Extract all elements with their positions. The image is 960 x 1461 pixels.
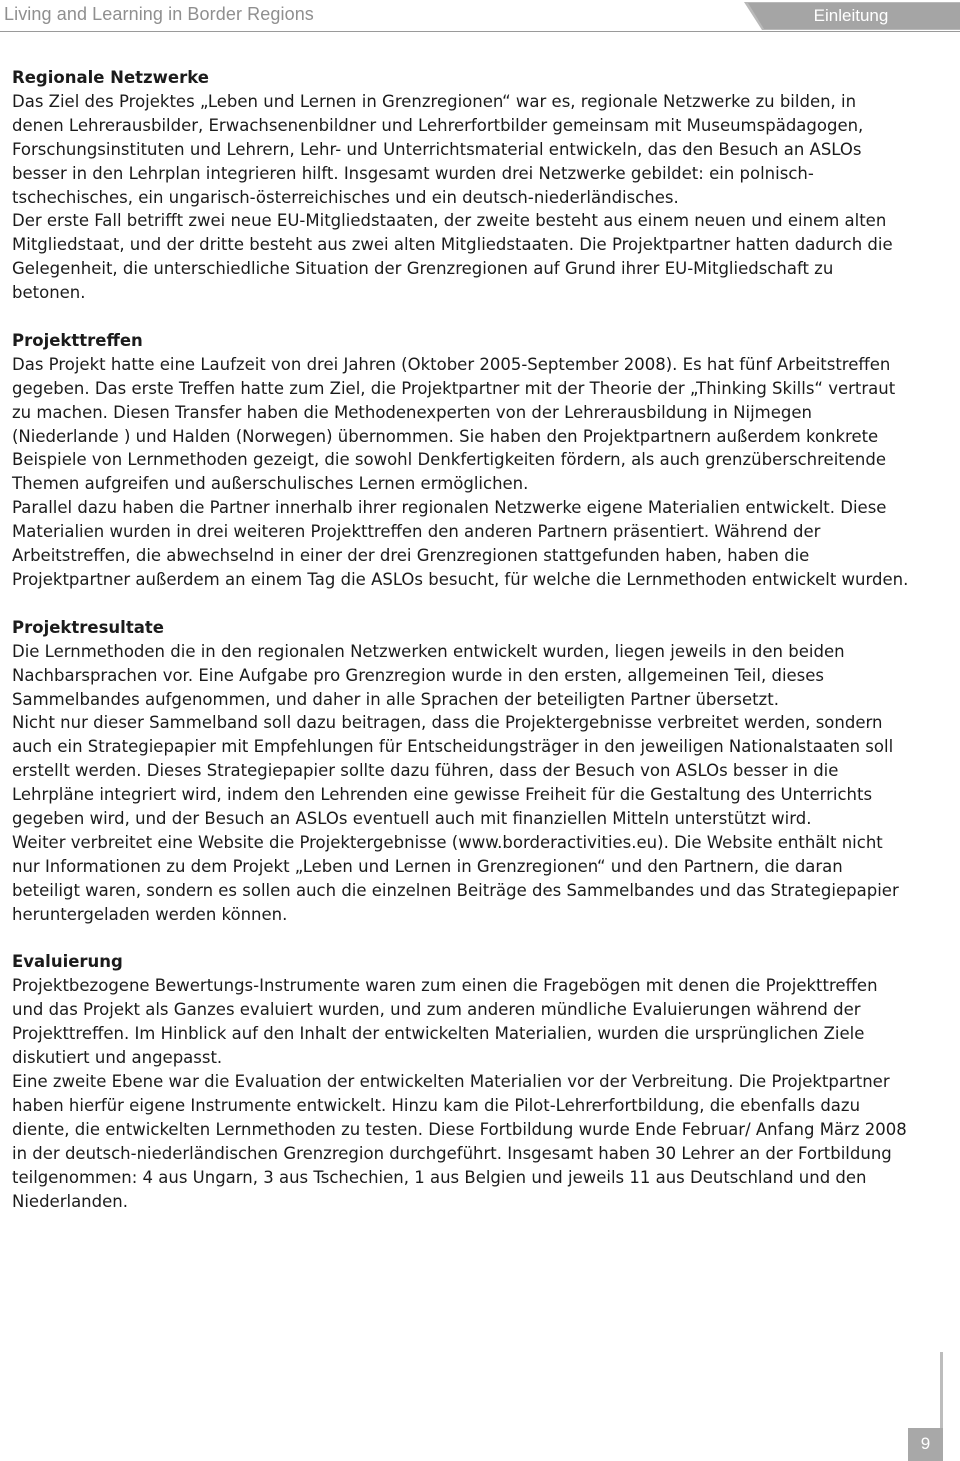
paragraph: Parallel dazu haben die Partner innerhalb ihrer regionalen Netzwerke eigene Materialien entwickelt. Diese Materialien wurden in drei weiteren Projekttreffen den anderen Partnern präsentiert. Während der Arbeitstreffen, die abwechselnd in einer der drei Grenzregionen stattgefunden haben, haben die Projektpartner außerdem an einem Tag die ASLOs besucht, für welche die Lernmethoden entwickelt wurden.	[12, 498, 909, 590]
paragraph: Der erste Fall betrifft zwei neue EU-Mitgliedstaaten, der zweite besteht aus einem neuen und einem alten Mitgliedstaat, und der dritte besteht aus zwei alten Mitgliedstaaten. Die Projektpartner hatten dadurch die Gelegenheit, die unterschiedliche Situation der Grenzregionen auf Grund ihrer EU-Mitgliedschaft zu betonen.	[12, 211, 893, 303]
section-regionale-netzwerke	[12, 66, 912, 305]
section-projektresultate	[12, 616, 912, 927]
section-projekttreffen	[12, 329, 912, 592]
main-content	[12, 66, 912, 1237]
paragraph: Das Projekt hatte eine Laufzeit von drei Jahren (Oktober 2005-September 2008). Es hat fünf Arbeitstreffen gegeben. Das erste Treffen hatte zum Ziel, die Projektpartner mit der Theorie der „Thinking Skills“ vertraut zu machen. Diesen Transfer haben die Methodenexperten von der Lehrerausbildung in Nijmegen (Niederlande ) und Halden (Norwegen) übernommen. Sie haben den Projektpartnern außerdem konkrete Beispiele von Lernmethoden gezeigt, die sowohl Denkfertigkeiten fördern, als auch grenzüberschreitende Themen aufgreifen und außerschulisches Lernen ermöglichen.	[12, 354, 896, 494]
section-heading: Projekttreffen	[12, 330, 143, 350]
chapter-tab-label: Einleitung	[813, 6, 889, 25]
section-evaluierung	[12, 950, 912, 1213]
page-number: 9	[920, 1434, 931, 1453]
paragraph: Projektbezogene Bewertungs-Instrumente waren zum einen die Fragebögen mit denen die Projekttreffen und das Projekt als Ganzes evaluiert wurden, und zum anderen mündliche Evaluierungen während der Projekttreffen. Im Hinblick auf den Inhalt der entwickelten Materialien, wurden die ursprünglichen Ziele diskutiert und angepasst.	[12, 976, 878, 1068]
header-divider	[0, 31, 960, 32]
paragraph: Die Lernmethoden die in den regionalen Netzwerken entwickelt wurden, liegen jeweils in den beiden Nachbarsprachen vor. Eine Aufgabe pro Grenzregion wurde in den ersten, allgemeinen Teil, dieses Sammelbandes aufgenommen, und daher in alle Sprachen der beteiligten Partner übersetzt.	[12, 641, 845, 709]
paragraph: Weiter verbreitet eine Website die Projektergebnisse (www.borderactivities.eu). Die Website enthält nicht nur Informationen zu dem Projekt „Leben und Lernen in Grenzregionen“ und den Partnern, die daran beteiligt waren, sondern es sollen auch die einzelnen Beiträge des Sammelbandes und das Strategiepapier heruntergeladen werden können.	[12, 832, 899, 924]
section-heading: Projektresultate	[12, 617, 164, 637]
running-header-title: Living and Learning in Border Regions	[4, 4, 314, 24]
paragraph: Nicht nur dieser Sammelband soll dazu beitragen, dass die Projektergebnisse verbreitet werden, sondern auch ein Strategiepapier mit Empfehlungen für Entscheidungsträger in den jeweiligen Nationalstaaten soll erstellt werden. Dieses Strategiepapier sollte dazu führen, dass der Besuch von ASLOs besser in die Lehrpläne integriert wird, indem den Lehrenden eine gewisse Freiheit für die Gestaltung des Unterrichts gegeben wird, und der Besuch an ASLOs eventuell auch mit finanziellen Mitteln unterstützt wird.	[12, 713, 894, 829]
paragraph: Das Ziel des Projektes „Leben und Lernen in Grenzregionen“ war es, regionale Netzwerke zu bilden, in denen Lehrerausbilder, Erwachsenenbildner und Lehrerfortbilder gemeinsam mit Museumspädagogen, Forschungsinstituten und Lehrern, Lehr- und Unterrichtsmaterial entwickeln, das den Besuch an ASLOs besser in den Lehrplan integrieren hilft. Insgesamt wurden drei Netzwerke gebildet: ein polnisch-tschechisches, ein ungarisch-österreichisches und ein deutsch-niederländisches.	[12, 91, 864, 207]
section-heading: Evaluierung	[12, 952, 123, 972]
section-heading: Regionale Netzwerke	[12, 68, 209, 87]
paragraph: Eine zweite Ebene war die Evaluation der entwickelten Materialien vor der Verbreitung. Die Projektpartner haben hierfür eigene Instrumente entwickelt. Hinzu kam die Pilot-Lehrerfortbildung, die ebenfalls dazu diente, die entwickelten Lernmethoden zu testen. Diese Fortbildung wurde Ende Februar/ Anfang März 2008 in der deutsch-niederländischen Grenzregion durchgeführt. Insgesamt haben 30 Lehrer an der Fortbildung teilgenommen: 4 aus Ungarn, 3 aus Tschechien, 1 aus Belgien und jeweils 11 aus Deutschland und den Niederlanden.	[12, 1072, 907, 1211]
chapter-tab	[742, 2, 960, 30]
